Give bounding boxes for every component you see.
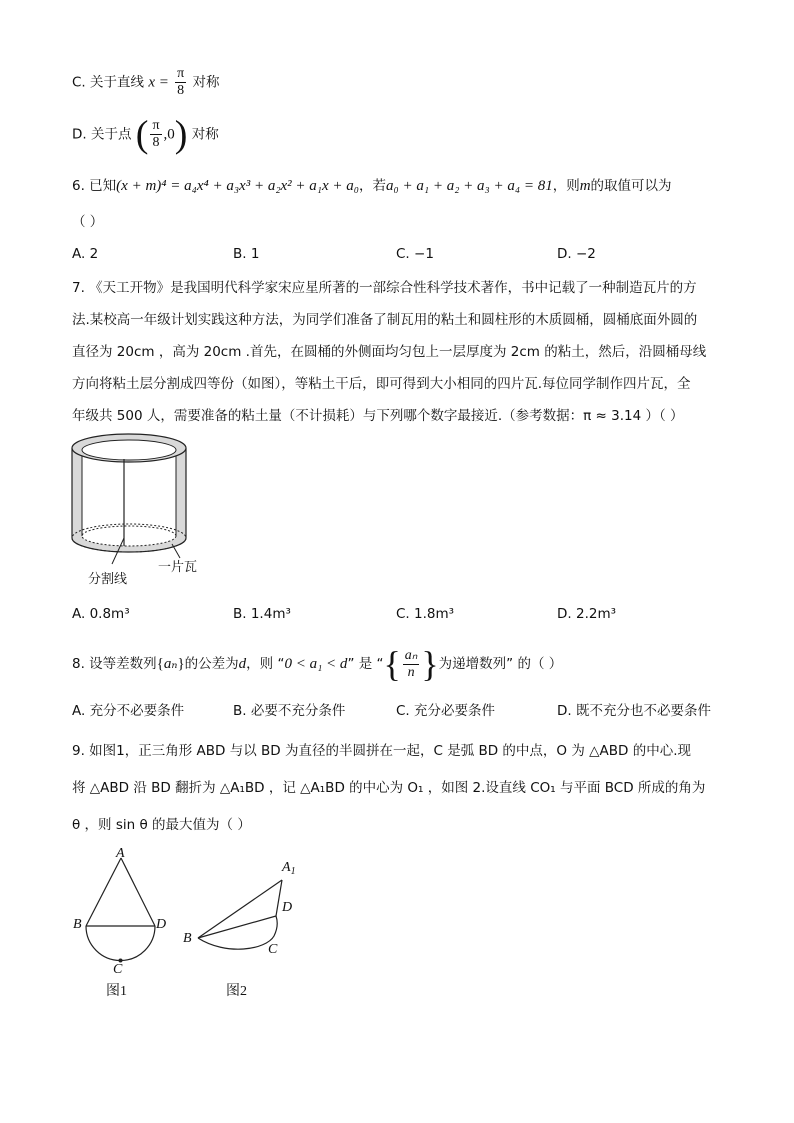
fig1-label-d: D [156, 917, 167, 932]
q5-option-c-label: C. 关于直线 [72, 74, 145, 91]
q7-fig-label-tile: 一片瓦 [158, 560, 198, 575]
q6-option-d: D. −2 [557, 246, 596, 262]
fig1-caption: 图1 [106, 984, 127, 999]
q8-option-b: B. 必要不充分条件 [233, 703, 346, 719]
q7-line: 年级共 500 人，需要准备的粘土量（不计损耗）与下列哪个数字最接近.（参考数据：π ≈ 3.14 ）（ ） [72, 408, 684, 424]
q6-option-c: C. −1 [396, 246, 434, 262]
q5-option-c-fraction: $\frac{\pi}{8}$ [177, 66, 185, 98]
q8-stem: 8. 设等差数列{aₙ}的公差为d，则 “0 < a₁ < d” 是 “{ $\frac{\text{aₙ}}{n}$ }为递增数列” 的（ ） [72, 644, 563, 684]
q7-option-b: B. 1.4m³ [233, 606, 291, 622]
q7-cylinder-figure [60, 426, 230, 588]
q7-line: 7. 《天工开物》是我国明代科学家宋应星所著的一部综合性科学技术著作，书中记载了一种制造瓦片的方 [72, 280, 697, 296]
q8-condition: 0 < a₁ < d [284, 656, 348, 672]
q9-line: 将 △ABD 沿 BD 翻折为 △A₁BD ，记 △A₁BD 的中心为 O₁ ，如图 2.设直线 CO₁ 与平面 BCD 所成的角为 [72, 780, 706, 796]
q7-option-c: C. 1.8m³ [396, 606, 455, 622]
q7-stem [72, 272, 706, 432]
fig1-label-b: B [73, 917, 82, 932]
fig2-label-b: B [183, 931, 192, 946]
q6-answer-paren: （ ） [72, 214, 104, 230]
fig2-caption: 图2 [226, 984, 247, 999]
fig2-label-d: D [282, 900, 293, 915]
q9-line: θ ，则 sin θ 的最大值为（ ） [72, 817, 251, 833]
q5-option-d-label: D. 关于点 [72, 126, 132, 143]
q7-option-a: A. 0.8m³ [72, 606, 130, 622]
fig2-label-c: C [268, 942, 278, 957]
q6-condition: a₀ + a₁ + a₂ + a₃ + a₄ = 81 [386, 178, 553, 194]
q6-option-b: B. 1 [233, 246, 260, 262]
q8-option-c: C. 充分必要条件 [396, 703, 496, 719]
fig1-label-a: A [116, 846, 125, 861]
folded-semicircle [198, 916, 277, 949]
q6-option-a: A. 2 [72, 246, 99, 262]
q6-stem: 6. 已知(x + m)⁴ = a₄x⁴ + a₃x³ + a₂x² + a₁x + a₀，若a₀ + a₁ + a₂ + a₃ + a₄ = 81，则m的取值可以为 [72, 178, 672, 194]
q5-option-d-tail: 对称 [191, 126, 219, 143]
fig2-label-a1: $A_1$ [282, 860, 296, 877]
q5-option-c-tail: 对称 [192, 74, 220, 91]
q7-fig-label-split: 分割线 [88, 572, 128, 587]
q8-fraction: $\frac{\text{aₙ}}{n}$ [404, 647, 418, 680]
q8-option-a: A. 充分不必要条件 [72, 703, 185, 719]
q5-option-c-math: x = [148, 74, 169, 91]
cylinder-top-inner [82, 440, 176, 460]
q9-figure-2 [186, 866, 296, 966]
q7-line: 法.某校高一年级计划实践这种方法，为同学们准备了制瓦用的粘土和圆柱形的木质圆桶，圆桶底面外圆的 [72, 312, 698, 328]
q6-expression: (x + m)⁴ = a₄x⁴ + a₃x³ + a₂x² + a₁x + a₀ [116, 178, 360, 194]
q9-stem [72, 733, 705, 844]
fig1-label-c: C [113, 962, 123, 977]
q5-option-c [72, 66, 220, 99]
q7-option-d: D. 2.2m³ [557, 606, 617, 622]
q8-option-d: D. 既不充分也不必要条件 [557, 703, 711, 719]
semicircle [86, 926, 155, 961]
q5-option-d: D. 关于点 ( $\frac{\pi}{8}$ ,0) 对称 [72, 113, 219, 156]
q7-line: 直径为 20cm ，高为 20cm .首先，在圆桶的外侧面均匀包上一层厚度为 2cm 的粘土，然后，沿圆桶母线 [72, 344, 707, 360]
q9-line: 9. 如图1，正三角形 ABD 与以 BD 为直径的半圆拼在一起，C 是弧 BD 的中点，O 为 △ABD 的中心.现 [72, 743, 691, 759]
q7-line: 方向将粘土层分割成四等份（如图），等粘土干后，即可得到大小相同的四片瓦.每位同学制作四片瓦，全 [72, 376, 691, 392]
q5-option-d-fraction: $\frac{\pi}{8}$ [152, 118, 160, 150]
